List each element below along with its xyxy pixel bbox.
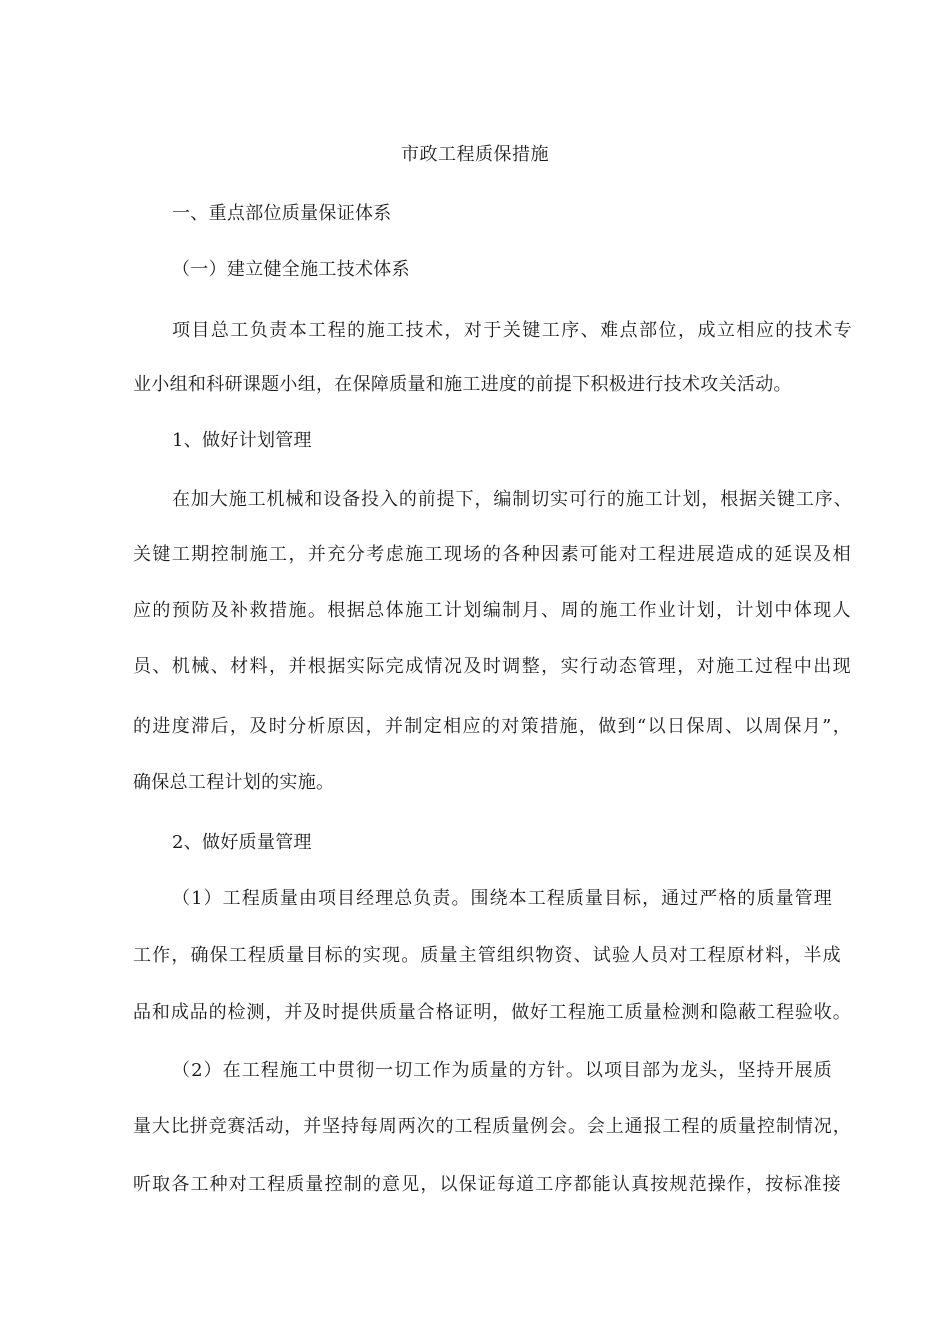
paragraph-line: 关键工期控制施工，并充分考虑施工现场的各种因素可能对工程进展造成的延误及相 (133, 544, 851, 565)
paragraph-line: 的进度滞后，及时分析原因，并制定相应的对策措施，做到“以日保周、以周保月”， (133, 716, 851, 737)
paragraph-line: 确保总工程计划的实施。 (133, 772, 335, 793)
paragraph-line: （1）工程质量由项目经理总负责。围绕本工程质量目标，通过严格的质量管理 (172, 888, 832, 909)
paragraph-line: 项目总工负责本工程的施工技术，对于关键工序、难点部位，成立相应的技术专 (172, 320, 852, 341)
paragraph-line: 量大比拼竞赛活动，并坚持每周两次的工程质量例会。会上通报工程的质量控制情况， (133, 1116, 851, 1137)
item-heading: 2、做好质量管理 (172, 832, 312, 853)
paragraph-line: 业小组和科研课题小组，在保障质量和施工进度的前提下积极进行技术攻关活动。 (133, 374, 792, 395)
paragraph-line: （2）在工程施工中贯彻一切工作为质量的方针。以项目部为龙头，坚持开展质 (172, 1060, 832, 1081)
paragraph-line: 应的预防及补救措施。根据总体施工计划编制月、周的施工作业计划，计划中体现人 (133, 600, 851, 621)
section-heading: 一、重点部位质量保证体系 (172, 203, 392, 224)
paragraph-line: 员、机械、材料，并根据实际完成情况及时调整，实行动态管理，对施工过程中出现 (133, 656, 851, 677)
paragraph-line: 工作，确保工程质量目标的实现。质量主管组织物资、试验人员对工程原材料，半成 (133, 945, 841, 966)
document-title: 市政工程质保措施 (401, 144, 549, 165)
paragraph-line: 听取各工种对工程质量控制的意见，以保证每道工序都能认真按规范操作，按标准接 (133, 1174, 841, 1195)
paragraph-line: 品和成品的检测，并及时提供质量合格证明，做好工程施工质量检测和隐蔽工程验收。 (133, 1002, 851, 1023)
subsection-heading: （一）建立健全施工技术体系 (172, 259, 410, 280)
paragraph-line: 在加大施工机械和设备投入的前提下，编制切实可行的施工计划，根据关键工序、 (172, 489, 852, 510)
item-heading: 1、做好计划管理 (172, 430, 312, 451)
